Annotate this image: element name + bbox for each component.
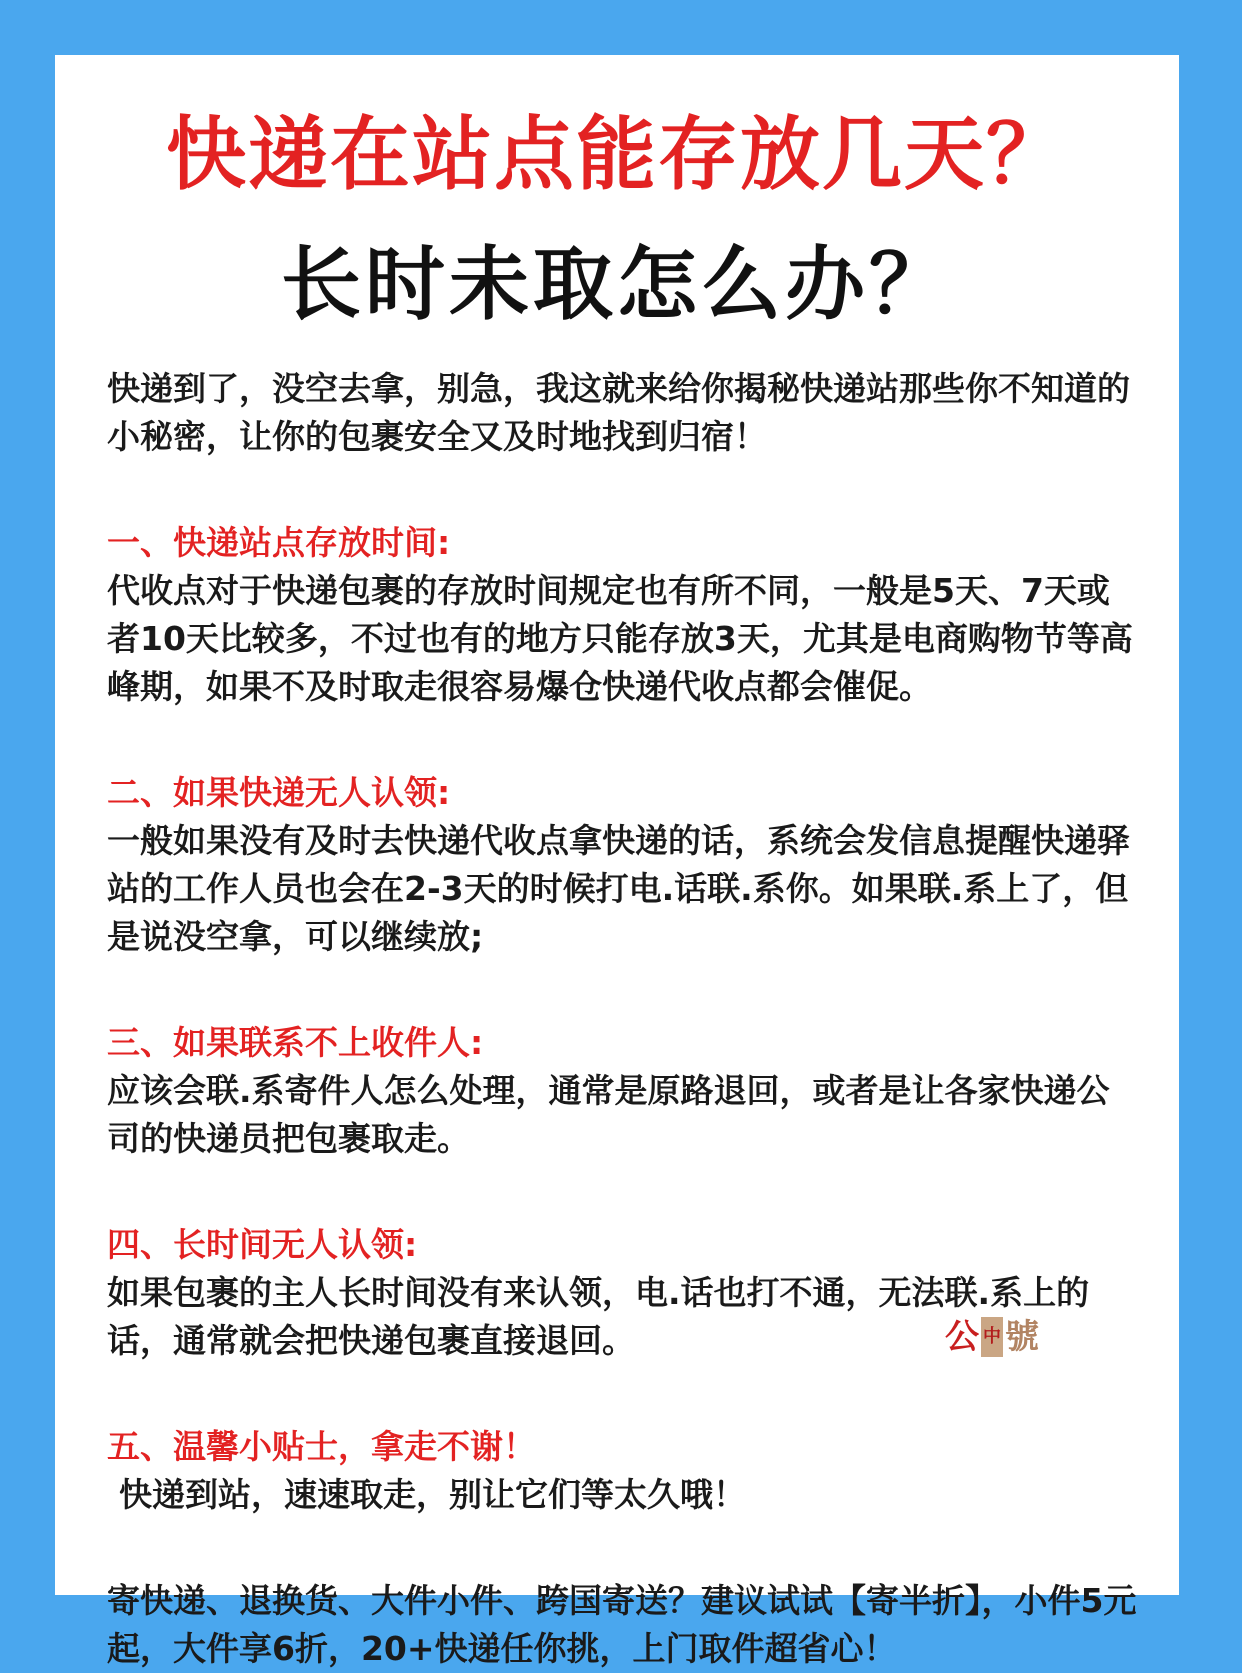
title-line-2: 长时未取怎么办？ xyxy=(281,238,953,331)
title-line-1: 快递在站点能存放几天？ xyxy=(166,108,1068,201)
section-2-body: 一般如果没有及时去快递代收点拿快递的话，系统会发信息提醒快递驿站的工作人员也会在2-3天的时候打电.话联.系你。如果联.系上了，但是说没空拿，可以继续放; xyxy=(107,821,1130,956)
section-2-heading: 二、如果快递无人认领: xyxy=(107,773,451,812)
section-4-body: 如果包裹的主人长时间没有来认领，电.话也打不通，无法联.系上的话，通常就会把快递包裹直接退回。 xyxy=(107,1273,1090,1360)
promo-paragraph: 寄快递、退换货、大件小件、跨国寄送？建议试试【寄半折】，小件5元起，大件享6折，20+快递任你挑，上门取件超省心！ xyxy=(107,1581,1137,1668)
watermark-char-1: 公 xyxy=(945,1317,979,1357)
section-3-body: 应该会联.系寄件人怎么处理，通常是原路退回，或者是让各家快递公司的快递员把包裹取走。 xyxy=(107,1071,1110,1158)
watermark-stamp xyxy=(945,1313,1039,1361)
section-1-heading: 一、快递站点存放时间: xyxy=(107,523,451,562)
section-5-body: 快递到站，速速取走，别让它们等太久哦！ xyxy=(119,1475,746,1514)
article-content xyxy=(107,365,1137,1673)
section-4-heading: 四、长时间无人认领: xyxy=(107,1225,418,1264)
watermark-char-2: 中 xyxy=(981,1317,1003,1357)
intro-paragraph: 快递到了，没空去拿，别急，我这就来给你揭秘快递站那些你不知道的小秘密，让你的包裹安全又及时地找到归宿！ xyxy=(107,369,1130,456)
section-3-heading: 三、如果联系不上收件人: xyxy=(107,1023,484,1062)
section-1-body: 代收点对于快递包裹的存放时间规定也有所不同，一般是5天、7天或者10天比较多，不过也有的地方只能存放3天，尤其是电商购物节等高峰期，如果不及时取走很容易爆仓快递代收点都会催促。 xyxy=(107,571,1133,706)
article-card xyxy=(55,55,1179,1668)
watermark-char-3: 號 xyxy=(1005,1317,1039,1357)
section-5-heading: 五、温馨小贴士，拿走不谢！ xyxy=(107,1427,536,1466)
